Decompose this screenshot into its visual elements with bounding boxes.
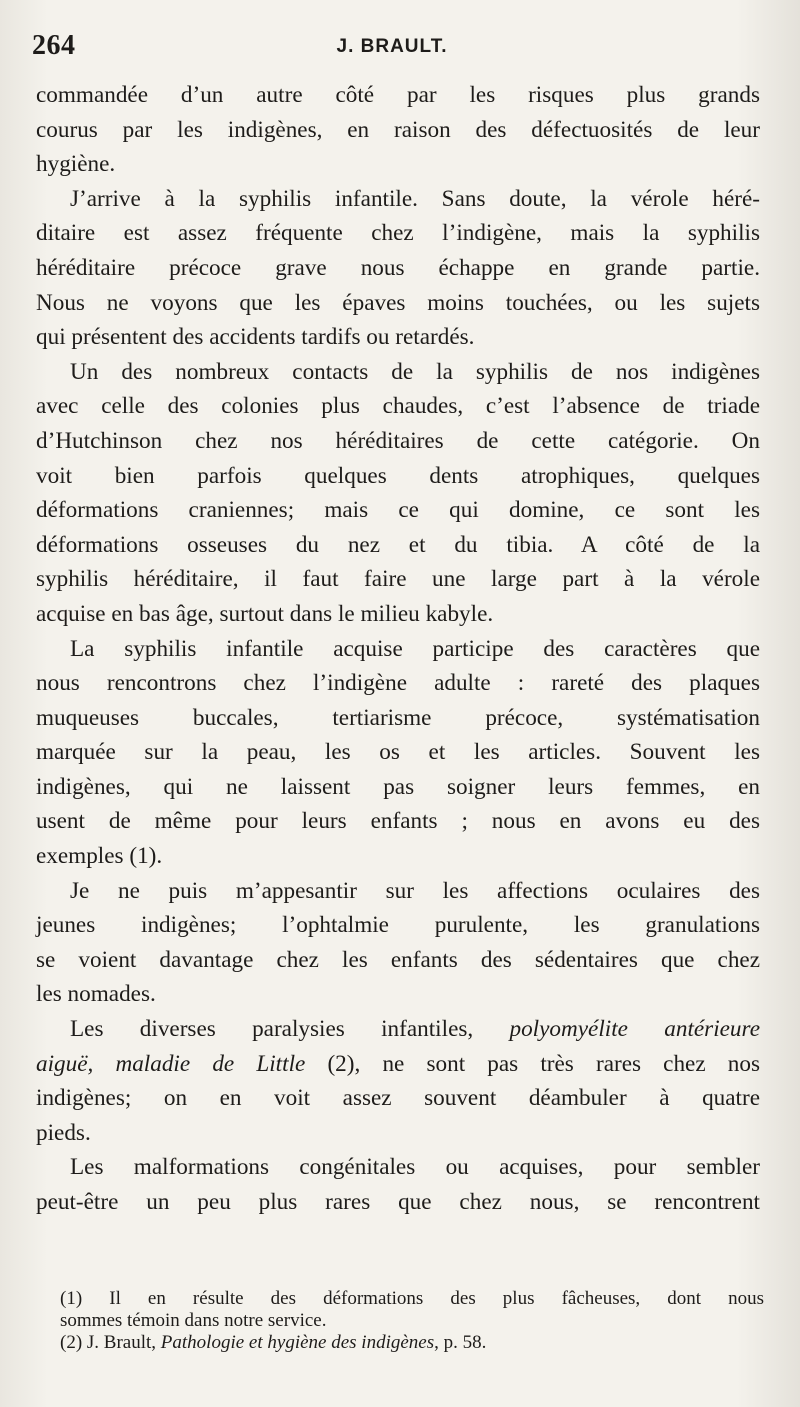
text-line: Les malformations congénitales ou acquises, pour sembler — [70, 1154, 760, 1181]
text-line: hygiène. — [36, 151, 116, 178]
footnote-line: sommes témoin dans notre service. — [60, 1310, 327, 1331]
text-line: acquise en bas âge, surtout dans le milieu kabyle. — [36, 600, 494, 627]
text-line: se voient davantage chez les enfants des sédentaires que chez — [36, 946, 760, 973]
page-header — [32, 30, 752, 70]
text-line: indigènes, qui ne laissent pas soigner leurs femmes, en — [36, 773, 760, 800]
footnote-line: (1) Il en résulte des déformations des plus fâcheuses, dont nous — [60, 1288, 764, 1309]
text-line: nous rencontrons chez l’indigène adulte : rareté des plaques — [36, 670, 760, 697]
text-line: marquée sur la peau, les os et les articles. Souvent les — [36, 739, 760, 766]
text-line: Nous ne voyons que les épaves moins touchées, ou les sujets — [36, 289, 760, 316]
text-line: déformations osseuses du nez et du tibia. A côté de la — [36, 531, 760, 558]
text-line: courus par les indigènes, en raison des défectuosités de leur — [36, 116, 760, 143]
text-line: qui présentent des accidents tardifs ou retardés. — [36, 324, 475, 351]
footnotes — [60, 1288, 764, 1354]
text-line: héréditaire précoce grave nous échappe en grande partie. — [36, 254, 760, 281]
page-number: 264 — [32, 30, 76, 61]
text-line: ditaire est assez fréquente chez l’indigène, mais la syphilis — [36, 220, 760, 247]
running-head: J. BRAULT. — [336, 36, 448, 57]
text-line: aiguë, maladie de Little (2), ne sont pas très rares chez nos — [36, 1050, 760, 1077]
text-line: pieds. — [36, 1119, 91, 1146]
text-line: J’arrive à la syphilis infantile. Sans doute, la vérole héré- — [70, 185, 760, 212]
paragraph — [36, 874, 760, 1012]
text-line: commandée d’un autre côté par les risques plus grands — [36, 82, 760, 108]
text-line: peut-être un peu plus rares que chez nous, se rencontrent — [36, 1189, 760, 1215]
text-line: Je ne puis m’appesantir sur les affections oculaires des — [70, 877, 760, 904]
text-line: syphilis héréditaire, il faut faire une large part à la vérole — [36, 566, 760, 593]
text-line: La syphilis infantile acquise participe des caractères que — [70, 635, 760, 662]
text-line: indigènes; on en voit assez souvent déambuler à quatre — [36, 1085, 760, 1112]
text-line: muqueuses buccales, tertiarisme précoce, systématisation — [36, 704, 760, 731]
text-line: usent de même pour leurs enfants ; nous en avons eu des — [36, 808, 760, 835]
text-line: voit bien parfois quelques dents atrophiques, quelques — [36, 462, 760, 489]
text-line: Les diverses paralysies infantiles, polyomyélite antérieure — [70, 1016, 760, 1043]
footnote — [60, 1332, 764, 1354]
footnote-line: (2) J. Brault, Pathologie et hygiène des indigènes, p. 58. — [60, 1332, 487, 1353]
paragraph — [36, 182, 760, 355]
footnote — [60, 1288, 764, 1332]
paragraph — [36, 78, 760, 182]
text-line: avec celle des colonies plus chaudes, c’est l’absence de triade — [36, 393, 760, 420]
paragraph — [36, 355, 760, 632]
main-text — [36, 78, 760, 1220]
text-line: déformations craniennes; mais ce qui domine, ce sont les — [36, 497, 760, 524]
text-line: jeunes indigènes; l’ophtalmie purulente, les granulations — [36, 912, 760, 939]
text-line: d’Hutchinson chez nos héréditaires de cette catégorie. On — [36, 427, 760, 454]
text-line: exemples (1). — [36, 843, 163, 870]
paragraph — [36, 632, 760, 874]
paragraph — [36, 1150, 760, 1219]
text-line: Un des nombreux contacts de la syphilis de nos indigènes — [70, 358, 760, 385]
paragraph — [36, 1012, 760, 1150]
text-line: les nomades. — [36, 981, 156, 1008]
